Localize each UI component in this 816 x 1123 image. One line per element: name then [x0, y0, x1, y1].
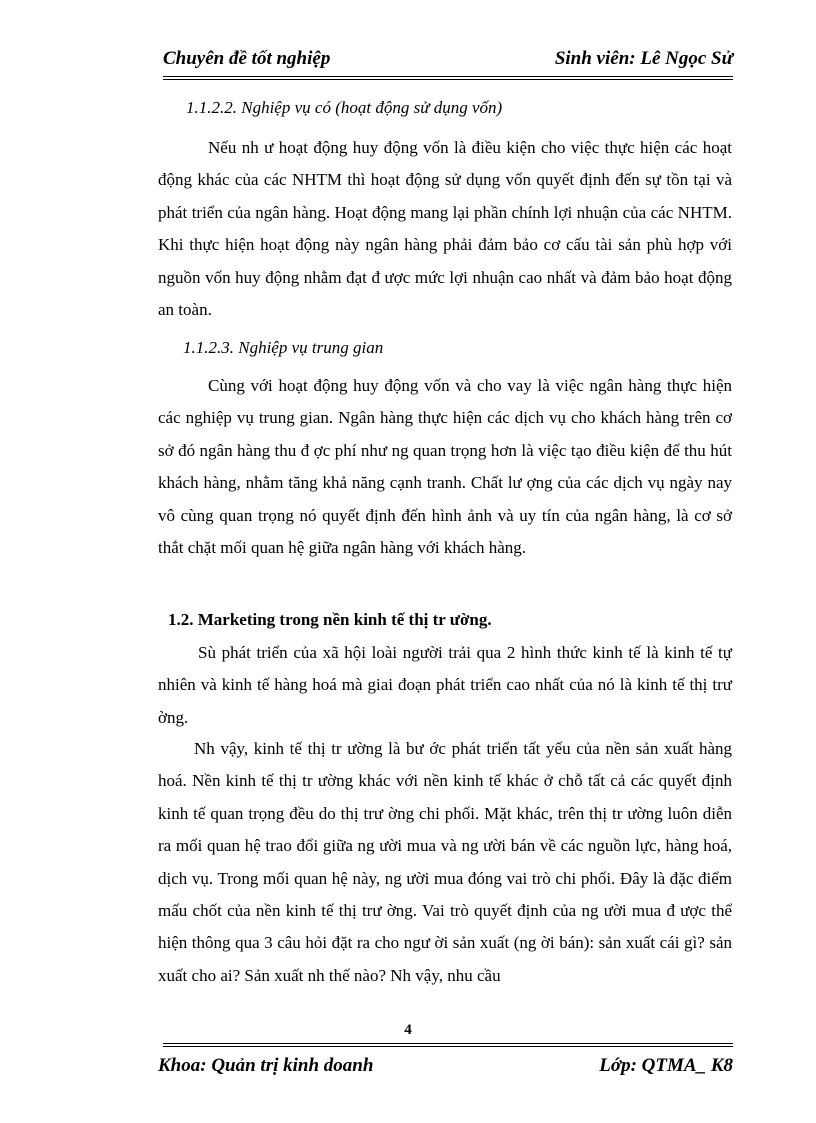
- paragraph-text: Sù phát triển của xã hội loài người trải qua 2 hình thức kinh tế là kinh tế tự nhiên và kinh tế hàng hoá mà giai đoạn phát triển cao nhất của nó là kinh tế thị trư ờng.: [158, 643, 732, 727]
- header-rule-thin: [163, 79, 733, 80]
- header-student: Sinh viên: Lê Ngọc Sử: [554, 48, 733, 69]
- paragraph-1-2-intro: [158, 637, 732, 734]
- paragraph-1-2-market: [158, 733, 732, 992]
- footer-class: Lớp: QTMA_ K8: [599, 1055, 733, 1076]
- paragraph-text: Cùng với hoạt động huy động vốn và cho vay là việc ngân hàng thực hiện các nghiệp vụ trung gian. Ngân hàng thực hiện các dịch vụ cho khách hàng trên cơ sở đó ngân hàng thu đ ợc phí như ng quan trọng hơn là việc tạo điều kiện để thu hút khách hàng, nhằm tăng khả năng cạnh tranh. Chất lư ợng của các dịch vụ ngày nay vô cùng quan trọng nó quyết định đến hình ảnh và uy tín của ngân hàng, là cơ sở thắt chặt mối quan hệ giữa ngân hàng với khách hàng.: [158, 376, 732, 558]
- section-title-1-1-2-2: 1.1.2.2. Nghiệp vụ có (hoạt động sử dụng vốn): [186, 98, 503, 117]
- paragraph-1-1-2-3: [158, 370, 732, 564]
- paragraph-text: Nếu nh ư hoạt động huy động vốn là điều kiện cho việc thực hiện các hoạt động khác của các NHTM thì hoạt động sử dụng vốn quyết định đến sự tồn tại và phát triển của ngân hàng. Hoạt động mang lại phần chính lợi nhuận của các NHTM. Khi thực hiện hoạt động này ngân hàng phải đảm bảo cơ cấu tài sản phù hợp với nguồn vốn huy động nhằm đạt đ ược mức lợi nhuận cao nhất và đảm bảo hoạt động an toàn.: [158, 138, 732, 320]
- paragraph-text: Nh vậy, kinh tế thị tr ường là bư ớc phát triển tất yếu của nền sản xuất hàng hoá. Nền kinh tế thị tr ường khác với nền kinh tế khác ở chỗ tất cả các quyết định kinh tế quan trọng đều do thị trư ờng chi phối. Mặt khác, trên thị tr ường luôn diễn ra mối quan hệ trao đổi giữa ng ười mua và ng ười bán về các nguồn lực, hàng hoá, dịch vụ. Trong mối quan hệ này, ng ười mua đóng vai trò chi phối. Đây là đặc điểm mấu chốt của nền kinh tế thị trư ờng. Vai trò quyết định của ng ười mua đ ược thể hiện thông qua 3 câu hỏi đặt ra cho ngư ời sản xuất (ng ời bán): sản xuất cái gì? sản xuất cho ai? Sản xuất nh thế nào? Nh vậy, nhu cầu: [158, 739, 732, 985]
- page-header: [163, 48, 733, 74]
- page-number: 4: [404, 1022, 412, 1038]
- header-course: Chuyên đề tốt nghiệp: [163, 48, 331, 69]
- footer-rule-thin: [163, 1046, 733, 1047]
- footer-rule: [163, 1043, 733, 1044]
- header-rule: [163, 76, 733, 77]
- section-heading-1-2: 1.2. Marketing trong nền kinh tế thị tr ường.: [168, 610, 492, 629]
- section-title-1-1-2-3: 1.1.2.3. Nghiệp vụ trung gian: [183, 338, 384, 357]
- page-footer: [158, 1055, 733, 1081]
- footer-faculty: Khoa: Quản trị kinh doanh: [158, 1055, 374, 1076]
- paragraph-1-1-2-2: [158, 132, 732, 326]
